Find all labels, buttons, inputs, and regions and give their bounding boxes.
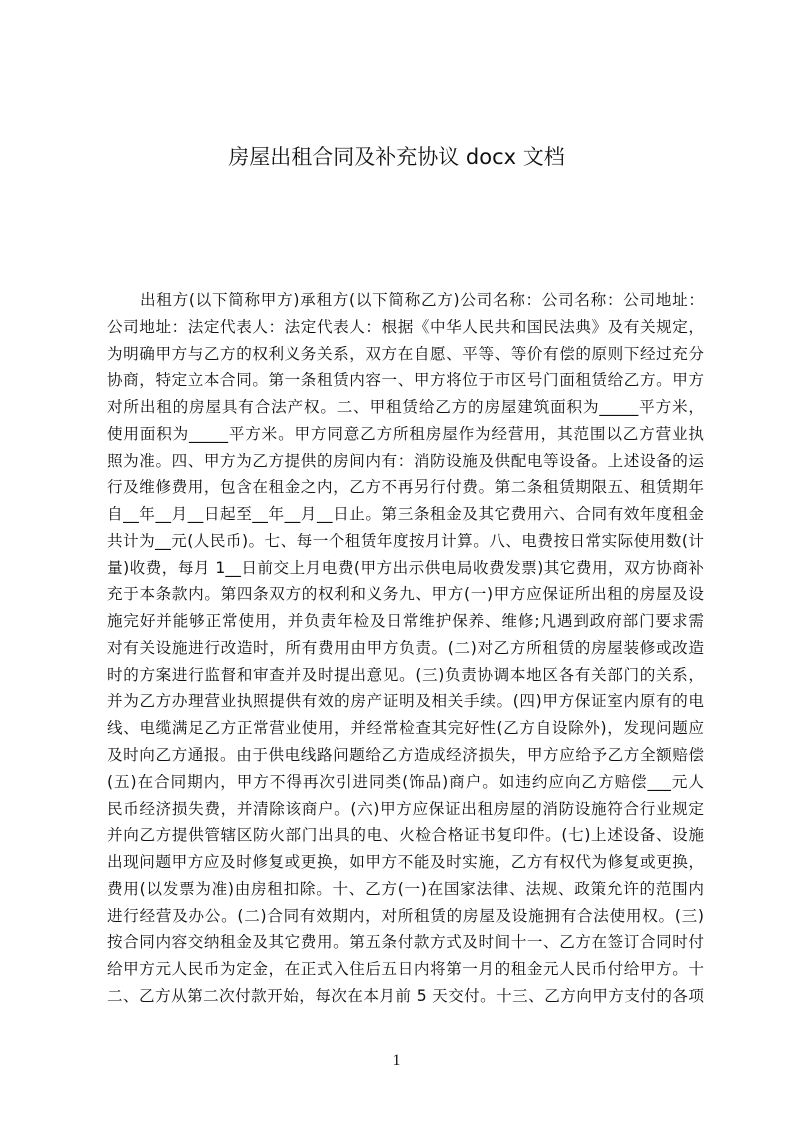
document-body bbox=[107, 287, 704, 1010]
body-line: 行及维修费用，包含在租金之内，乙方不再另行付费。第二条租赁期限五、租赁期年 bbox=[107, 478, 704, 497]
body-line: 民币经济损失费，并清除该商户。(六)甲方应保证出租房屋的消防设施符合行业规定 bbox=[107, 799, 704, 818]
body-line: 并向乙方提供管辖区防火部门出具的电、火检合格证书复印件。(七)上述设备、设施 bbox=[107, 826, 704, 845]
body-line: 出现问题甲方应及时修复或更换，如甲方不能及时实施，乙方有权代为修复或更换， bbox=[107, 853, 704, 872]
body-line: 协商，特定立本合同。第一条租赁内容一、甲方将位于市区号门面租赁给乙方。甲方 bbox=[107, 371, 704, 390]
body-line: 自__年__月__日起至__年__月__日止。第三条租金及其它费用六、合同有效年度租金 bbox=[107, 505, 704, 524]
body-line: 共计为__元(人民币)。七、每一个租赁年度按月计算。八、电费按日常实际使用数(计 bbox=[107, 531, 704, 550]
body-line: 为明确甲方与乙方的权利义务关系，双方在自愿、平等、等价有偿的原则下经过充分 bbox=[107, 344, 704, 363]
body-line: 使用面积为_____平方米。甲方同意乙方所租房屋作为经营用，其范围以乙方营业执 bbox=[107, 424, 704, 443]
body-line: 照为准。四、甲方为乙方提供的房间内有：消防设施及供配电等设备。上述设备的运 bbox=[107, 451, 704, 470]
body-line: 费用(以发票为准)由房租扣除。十、乙方(一)在国家法律、法规、政策允许的范围内 bbox=[107, 879, 704, 898]
body-line: 二、乙方从第二次付款开始，每次在本月前 5 天交付。十三、乙方向甲方支付的各项 bbox=[107, 986, 704, 1005]
body-line: 公司地址：法定代表人：法定代表人：根据《中华人民共和国民法典》及有关规定， bbox=[107, 317, 704, 336]
body-line: (五)在合同期内，甲方不得再次引进同类(饰品)商户。如违约应向乙方赔偿___元人 bbox=[107, 772, 704, 791]
document-title: 房屋出租合同及补充协议 docx 文档 bbox=[228, 145, 565, 169]
body-line: 出租方(以下简称甲方)承租方(以下简称乙方)公司名称：公司名称：公司地址： bbox=[140, 291, 704, 309]
body-line: 时的方案进行监督和审查并及时提出意见。(三)负责协调本地区各有关部门的关系， bbox=[107, 665, 704, 684]
body-line: 给甲方元人民币为定金，在正式入住后五日内将第一月的租金元人民币付给甲方。十 bbox=[107, 960, 704, 979]
body-line: 进行经营及办公。(二)合同有效期内，对所租赁的房屋及设施拥有合法使用权。(三) bbox=[107, 906, 704, 925]
body-line: 对所出租的房屋具有合法产权。二、甲租赁给乙方的房屋建筑面积为_____平方米， bbox=[107, 398, 704, 417]
body-line: 按合同内容交纳租金及其它费用。第五条付款方式及时间十一、乙方在签订合同时付 bbox=[107, 933, 704, 952]
body-line: 及时向乙方通报。由于供电线路问题给乙方造成经济损失，甲方应给予乙方全额赔偿 bbox=[107, 746, 704, 765]
page-number: 1 bbox=[392, 1052, 401, 1069]
body-line: 并为乙方办理营业执照提供有效的房产证明及相关手续。(四)甲方保证室内原有的电 bbox=[107, 692, 704, 711]
body-line: 线、电缆满足乙方正常营业使用，并经常检查其完好性(乙方自设除外)，发现问题应 bbox=[107, 719, 704, 738]
body-line: 对有关设施进行改造时，所有费用由甲方负责。(二)对乙方所租赁的房屋装修或改造 bbox=[107, 638, 704, 657]
body-line: 量)收费，每月 1__日前交上月电费(甲方出示供电局收费发票)其它费用，双方协商补 bbox=[107, 558, 704, 577]
body-line: 充于本条款内。第四条双方的权利和义务九、甲方(一)甲方应保证所出租的房屋及设 bbox=[107, 585, 704, 604]
body-line: 施完好并能够正常使用，并负责年检及日常维护保养、维修;凡遇到政府部门要求需 bbox=[107, 612, 704, 631]
